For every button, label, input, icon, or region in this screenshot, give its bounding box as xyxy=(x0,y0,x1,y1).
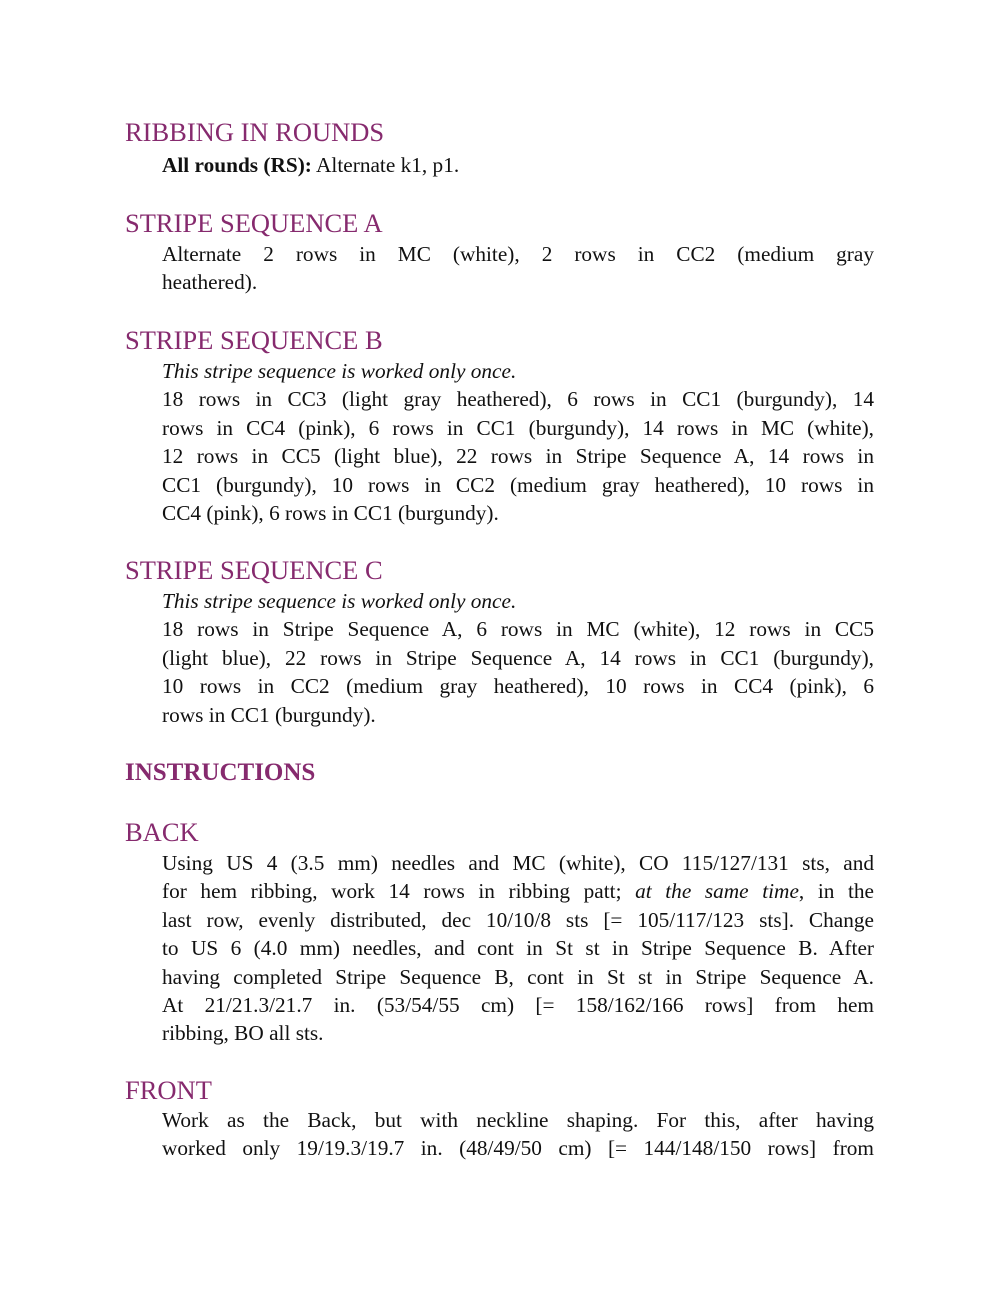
paragraph-line: having completed Stripe Sequence B, cont in St st in Stripe Sequence A. xyxy=(162,964,874,989)
ribbing-text: Alternate k1, p1. xyxy=(311,153,460,177)
section-note: This stripe sequence is worked only once. xyxy=(162,589,517,613)
paragraph-line: rows in CC4 (pink), 6 rows in CC1 (burgundy), 14 rows in MC (white), xyxy=(162,415,874,440)
section-heading-front: FRONT xyxy=(125,1075,212,1105)
section-body-front xyxy=(162,1106,874,1163)
paragraph-line: ribbing, BO all sts. xyxy=(162,1021,324,1046)
section-heading-back: BACK xyxy=(125,817,199,847)
section-heading-instructions: INSTRUCTIONS xyxy=(125,759,316,786)
paragraph-line: to US 6 (4.0 mm) needles, and cont in St st in Stripe Sequence B. After xyxy=(162,936,874,961)
section-body-stripe-b xyxy=(162,357,874,527)
section-body-stripe-a xyxy=(162,240,874,297)
ribbing-line xyxy=(162,151,874,179)
paragraph-line: At 21/21.3/21.7 in. (53/54/55 cm) [= 158/162/166 rows] from hem xyxy=(162,992,874,1017)
ribbing-label: All rounds (RS): xyxy=(162,153,312,177)
paragraph-line xyxy=(162,877,874,905)
section-body-back xyxy=(162,849,874,1048)
paragraph-line: CC4 (pink), 6 rows in CC1 (burgundy). xyxy=(162,500,499,525)
paragraph-line: rows in CC1 (burgundy). xyxy=(162,702,376,727)
section-note: This stripe sequence is worked only once. xyxy=(162,359,517,383)
section-heading-stripe-b: STRIPE SEQUENCE B xyxy=(125,325,383,355)
paragraph-line: Using US 4 (3.5 mm) needles and MC (white), CO 115/127/131 sts, and xyxy=(162,851,874,875)
paragraph-line: (light blue), 22 rows in Stripe Sequence A, 14 rows in CC1 (burgundy), xyxy=(162,645,874,670)
paragraph-line: Work as the Back, but with neckline shaping. For this, after having xyxy=(162,1108,874,1132)
paragraph-line: Alternate 2 rows in MC (white), 2 rows in CC2 (medium gray xyxy=(162,242,874,266)
line-segment: , in the xyxy=(798,879,875,904)
section-heading-stripe-c: STRIPE SEQUENCE C xyxy=(125,555,383,585)
paragraph-line: 18 rows in Stripe Sequence A, 6 rows in MC (white), 12 rows in CC5 xyxy=(162,617,874,642)
paragraph-line: last row, evenly distributed, dec 10/10/8 sts [= 105/117/123 sts]. Change xyxy=(162,907,874,932)
paragraph-line: 18 rows in CC3 (light gray heathered), 6 rows in CC1 (burgundy), 14 xyxy=(162,387,874,412)
paragraph-line: 12 rows in CC5 (light blue), 22 rows in Stripe Sequence A, 14 rows in xyxy=(162,444,874,469)
line-segment-italic: at the same time xyxy=(635,879,799,904)
section-body-ribbing xyxy=(162,151,874,179)
section-body-stripe-c xyxy=(162,587,874,729)
section-heading-ribbing: RIBBING IN ROUNDS xyxy=(125,117,385,147)
line-segment: for hem ribbing, work 14 rows in ribbing patt; xyxy=(162,879,636,904)
paragraph-line: worked only 19/19.3/19.7 in. (48/49/50 cm) [= 144/148/150 rows] from xyxy=(162,1136,874,1161)
paragraph-line: 10 rows in CC2 (medium gray heathered), 10 rows in CC4 (pink), 6 xyxy=(162,674,874,699)
paragraph-line: CC1 (burgundy), 10 rows in CC2 (medium gray heathered), 10 rows in xyxy=(162,472,874,497)
paragraph-line: heathered). xyxy=(162,270,258,295)
section-heading-stripe-a: STRIPE SEQUENCE A xyxy=(125,208,383,238)
